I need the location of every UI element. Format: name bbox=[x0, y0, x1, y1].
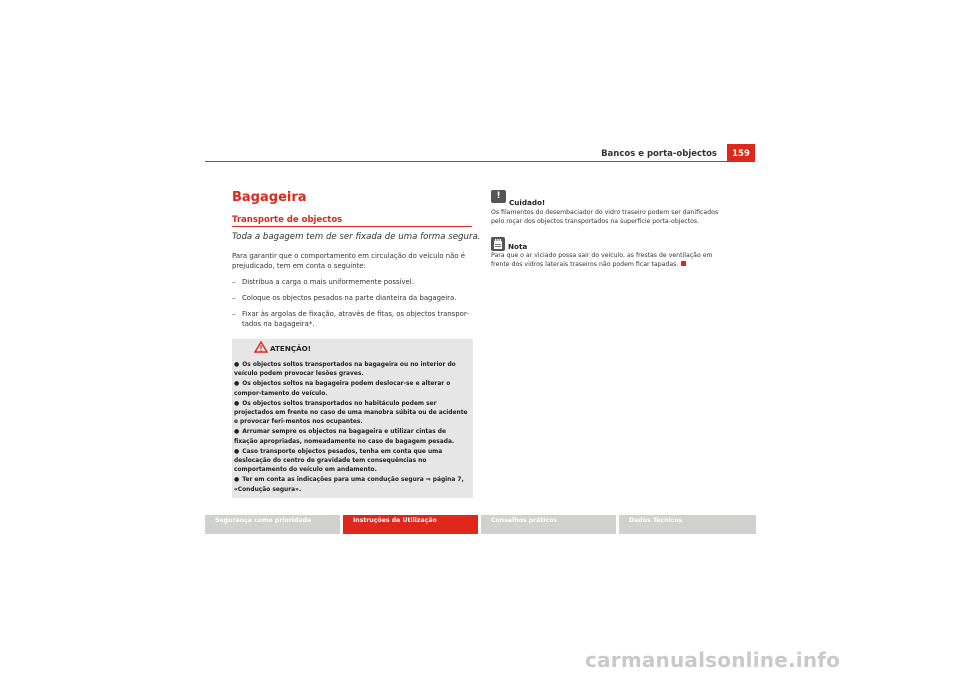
warning-item: ● Os objectos soltos na bagageira podem deslocar-se e alterar o compor-tamento do veículo. bbox=[234, 380, 451, 397]
watermark: carmanualsonline.info bbox=[585, 648, 841, 672]
lead-text: Toda a bagagem tem de ser fixada de uma forma segura. bbox=[232, 232, 481, 242]
subsection-rule bbox=[232, 226, 472, 227]
tab-instrucoes[interactable]: Instruções de Utilização bbox=[343, 515, 478, 534]
warning-item: ● Caso transporte objectos pesados, tenha em conta que uma deslocação do centro de gravidade tem consequências no comportamento do veículo em andamento. bbox=[234, 447, 443, 474]
caution-text: Os filamentos do desembaciador do vidro traseiro podem ser danificados pelo roçar dos objectos transportados na superfície porta-objectos. bbox=[491, 209, 719, 225]
note-text: Para que o ar viciado possa sair do veículo, as frestas de ventilação em frente dos vidros laterais traseiros não podem ficar tapadas. bbox=[491, 252, 713, 268]
chapter-tabs bbox=[205, 515, 756, 534]
warning-item: ● Arrumar sempre os objectos na bagageira e utilizar cintas de fixação apropriadas, nomeadamente no caso de bagagem pesada. bbox=[234, 428, 455, 445]
page-number: 159 bbox=[727, 144, 755, 162]
caution-title: Cuidado! bbox=[509, 198, 546, 207]
warning-item: ● Os objectos soltos transportados na bagageira ou no interior do veículo podem provocar lesões graves. bbox=[234, 361, 456, 378]
note-icon bbox=[491, 237, 505, 251]
exclamation-icon: ! bbox=[491, 190, 506, 203]
subsection-title: Transporte de objectos bbox=[232, 215, 343, 225]
tab-conselhos[interactable]: Conselhos práticos bbox=[481, 515, 616, 534]
tab-seguranca[interactable]: Segurança como prioridade bbox=[205, 515, 340, 534]
intro-paragraph: Para garantir que o comportamento em circulação do veículo não é prejudicado, tem em conta o seguinte: bbox=[232, 252, 465, 270]
warning-title: ATENÇÃO! bbox=[270, 344, 312, 353]
list-item: – Coloque os objectos pesados na parte dianteira da bagageira. bbox=[232, 294, 457, 302]
list-item: – Fixar às argolas de fixação, através de fitas, os objectos transpor-tados na bagageira*. bbox=[232, 310, 469, 328]
warning-triangle-icon bbox=[254, 341, 268, 353]
header-title: Bancos e porta-objectos bbox=[601, 149, 717, 159]
body-text bbox=[232, 251, 474, 335]
end-marker-icon bbox=[681, 261, 686, 266]
list-item: – Distribua a carga o mais uniformemente possível. bbox=[232, 278, 414, 286]
warning-item: ● Os objectos soltos transportados no habitáculo podem ser projectados em frente no caso de uma manobra súbita ou de acidente e provocar feri-mentos nos ocupantes. bbox=[234, 399, 468, 426]
header-rule bbox=[205, 161, 755, 162]
section-title: Bagageira bbox=[232, 190, 307, 205]
tab-dados-tecnicos[interactable]: Dados Técnicos bbox=[619, 515, 756, 534]
warning-item: ● Ter em conta as indicações para uma condução segura ⇒ página 7, «Condução segura». bbox=[234, 476, 464, 493]
warning-body bbox=[234, 360, 471, 495]
note-title: Nota bbox=[508, 242, 528, 251]
